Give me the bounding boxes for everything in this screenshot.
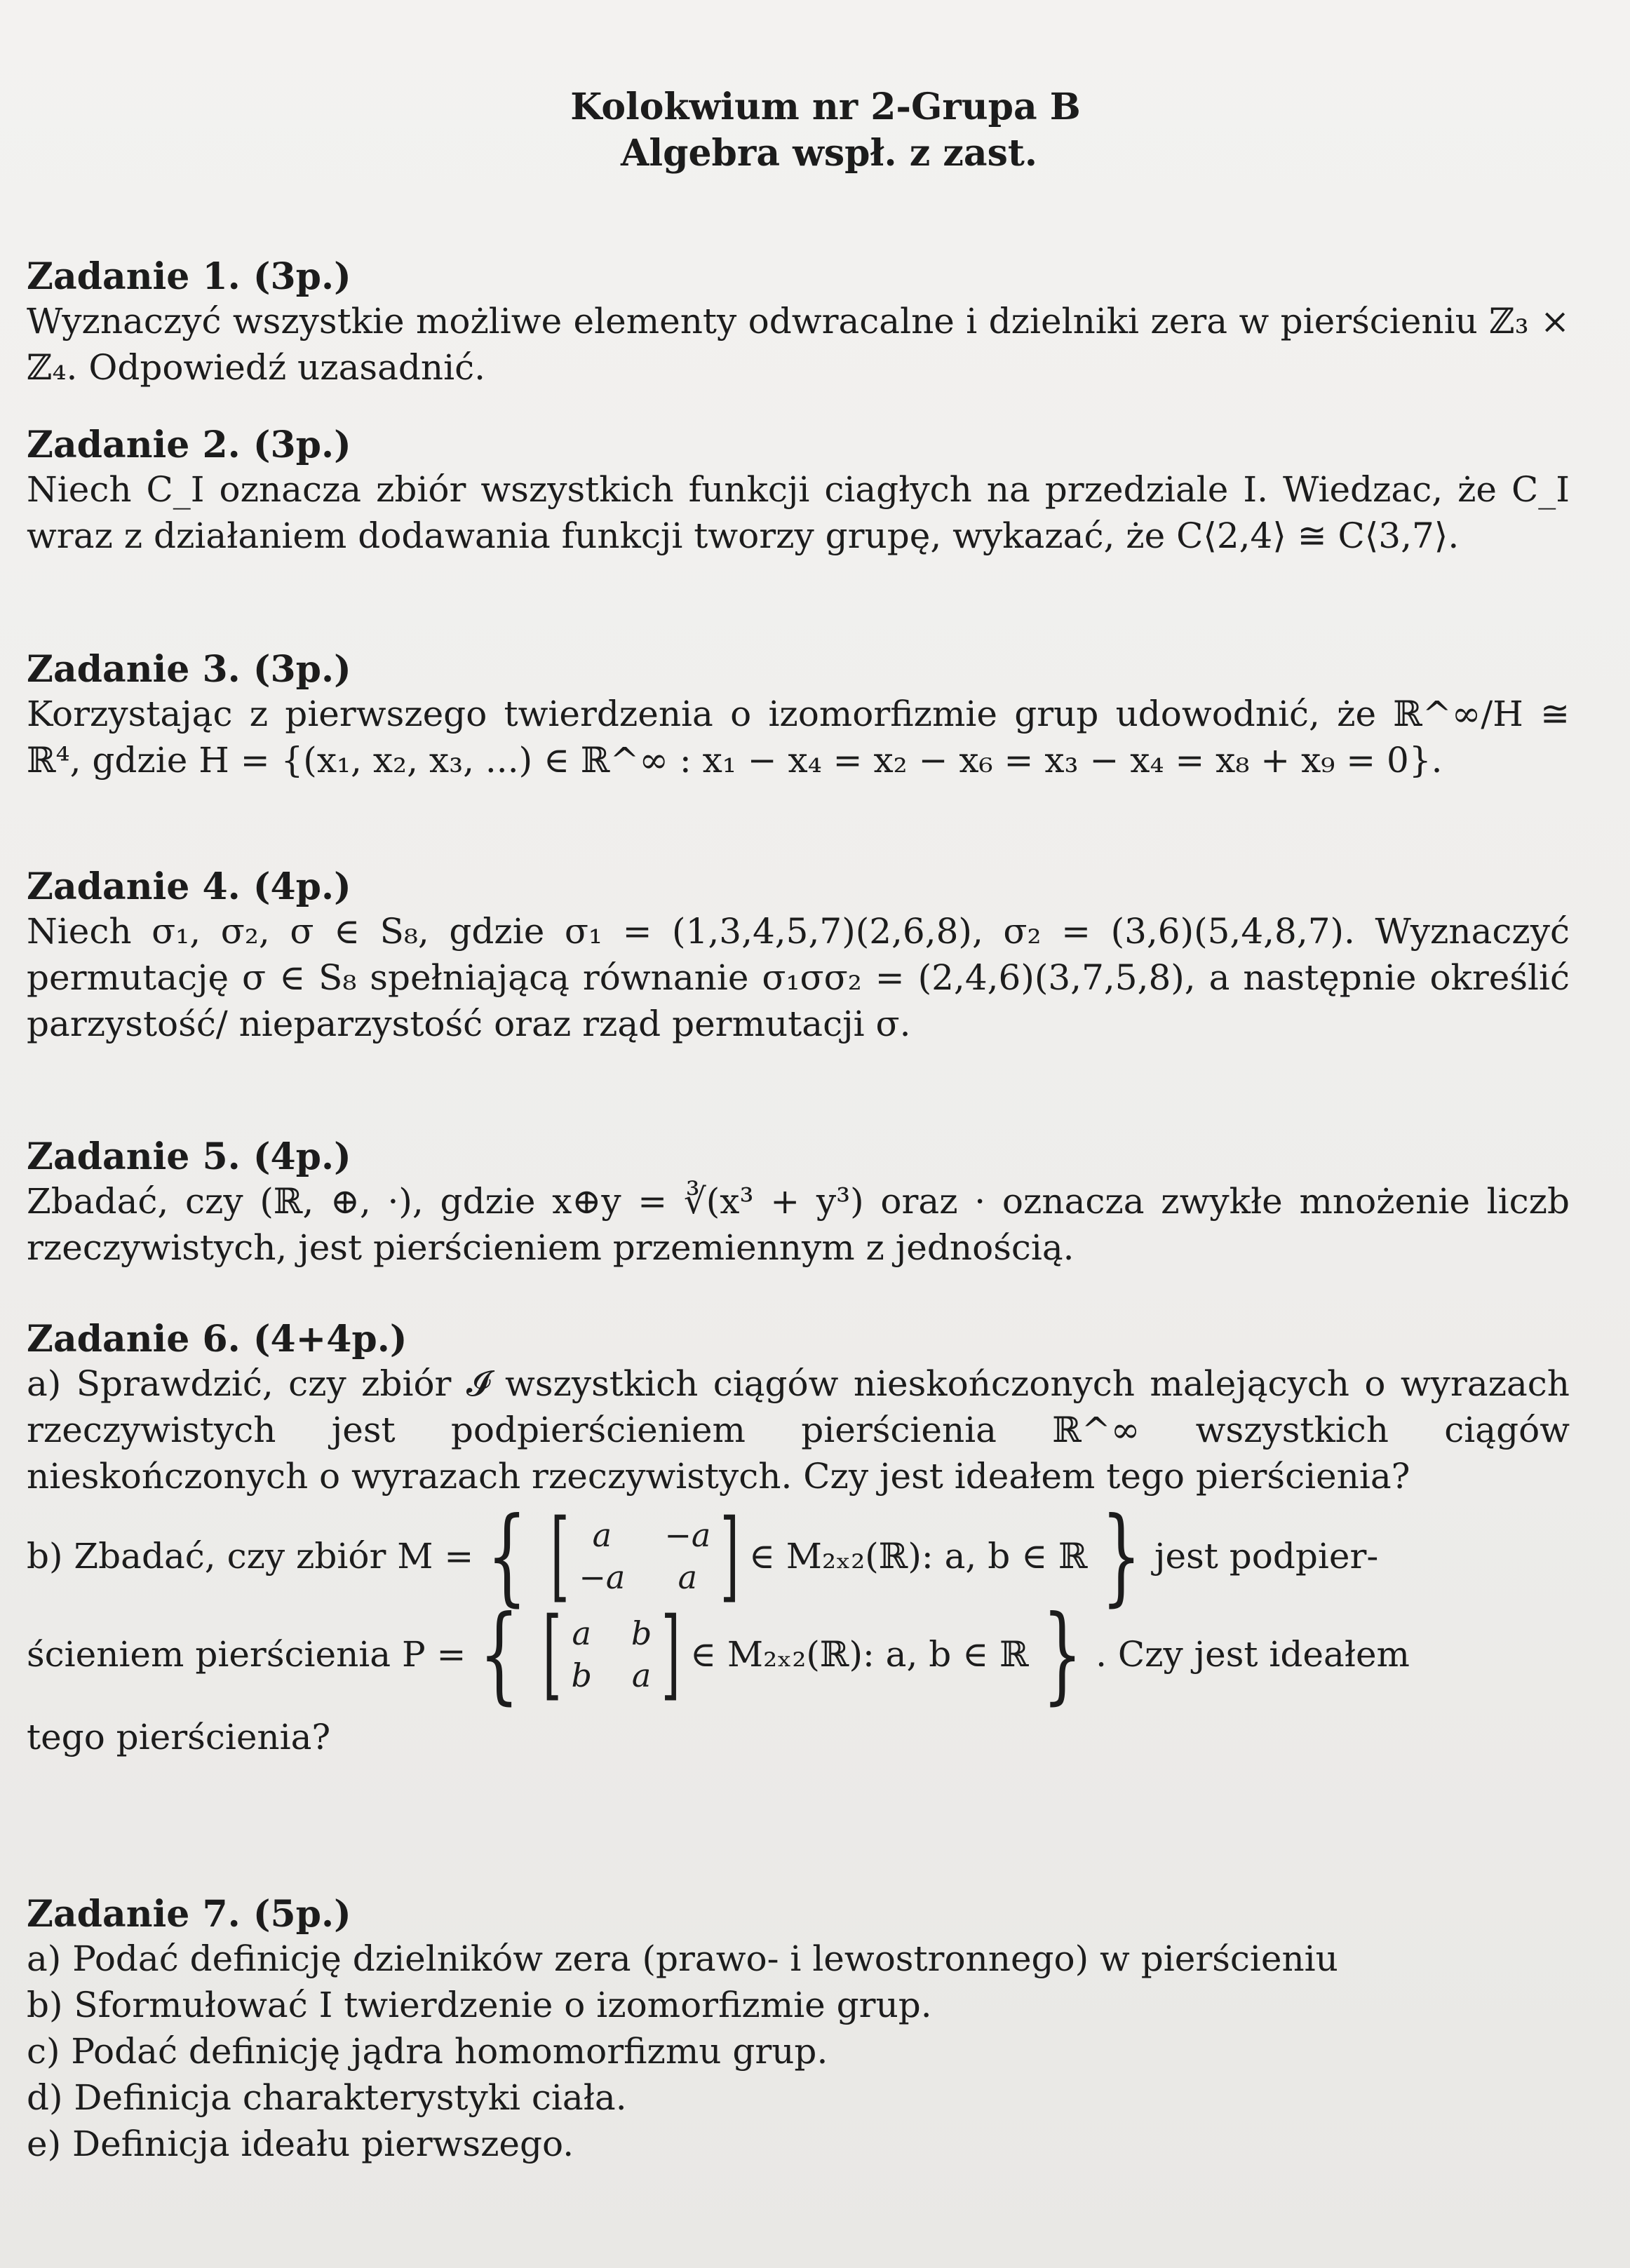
task-7-title: Zadanie 7. (5p.): [27, 1893, 351, 1936]
matrix-m-cell: a: [592, 1516, 612, 1554]
task-7-item: a) Podać definicję dzielników zera (prawo- i lewostronnego) w pierścieniu: [27, 1938, 1338, 1979]
matrix-m: [579, 1516, 710, 1596]
left-bracket: [: [550, 1499, 570, 1613]
task-7-items: [27, 1936, 1570, 2167]
matrix-m-cell: −a: [579, 1558, 626, 1596]
task-7-item: c) Podać definicję jądra homomorfizmu grup.: [27, 2031, 828, 2072]
task-6-title: Zadanie 6. (4+4p.): [27, 1318, 408, 1361]
task-4: [27, 866, 1570, 1047]
right-bracket: ]: [661, 1597, 681, 1711]
task-2-text: Niech C_I oznacza zbiór wszystkich funkcji ciagłych na przedziale I. Wiedzac, że C_I wraz z działaniem dodawania funkcji tworzy grupę, wykazać, że C⟨2,4⟩ ≅ C⟨3,7⟩.: [27, 469, 1570, 556]
matrix-p-cell: b: [571, 1656, 592, 1694]
left-bracket: [: [542, 1597, 562, 1711]
header: [0, 84, 1630, 177]
task-6-b2-prefix: ścieniem pierścienia P =: [27, 1634, 466, 1675]
task-3-title: Zadanie 3. (3p.): [27, 648, 351, 691]
task-4-title: Zadanie 4. (4p.): [27, 865, 351, 908]
task-5-text: Zbadać, czy (ℝ, ⊕, ·), gdzie x⊕y = ∛(x³ + y³) oraz · oznacza zwykłe mnożenie liczb rzeczywistych, jest pierścieniem przemiennym z jednością.: [27, 1181, 1570, 1268]
matrix-p-cell: a: [631, 1656, 652, 1694]
task-6-part-a: a) Sprawdzić, czy zbiór 𝓘 wszystkich ciągów nieskończonych malejących o wyrazach rzeczywistych jest podpierścieniem pierścienia ℝ^∞ wszystkich ciągów nieskończonych o wyrazach rzeczywistych. Czy jest ideałem tego pierścienia?: [27, 1363, 1570, 1497]
task-2: [27, 424, 1570, 559]
exam-title: Kolokwium nr 2-Grupa B: [570, 86, 1081, 128]
task-7-item: b) Sformułować I twierdzenie o izomorfizmie grup.: [27, 1985, 932, 2025]
task-2-title: Zadanie 2. (3p.): [27, 424, 351, 466]
task-1-title: Zadanie 1. (3p.): [27, 255, 351, 298]
matrix-p-cell: b: [631, 1614, 652, 1652]
exam-subtitle: Algebra wspł. z zast.: [621, 132, 1037, 175]
task-6-b2-suffix: . Czy jest ideałem: [1096, 1634, 1410, 1675]
task-1: [27, 256, 1570, 391]
task-5-title: Zadanie 5. (4p.): [27, 1135, 351, 1178]
task-7-item: e) Definicja ideału pierwszego.: [27, 2124, 574, 2164]
task-6-b-set: ∈ M₂ₓ₂(ℝ): a, b ∈ ℝ: [748, 1536, 1088, 1577]
right-brace: }: [1100, 1495, 1141, 1617]
left-brace: {: [487, 1495, 527, 1617]
task-6-b-prefix: b) Zbadać, czy zbiór M =: [27, 1536, 474, 1577]
task-6-part-b-line1: [27, 1495, 1570, 1617]
task-6-b2-set: ∈ M₂ₓ₂(ℝ): a, b ∈ ℝ: [690, 1634, 1029, 1675]
task-1-text: Wyznaczyć wszystkie możliwe elementy odwracalne i dzielniki zera w pierścieniu ℤ₃ × ℤ₄. Odpowiedź uzasadnić.: [27, 301, 1570, 388]
task-6-b-ending: tego pierścienia?: [27, 1717, 331, 1757]
matrix-m-cell: −a: [664, 1516, 711, 1554]
left-brace: {: [479, 1593, 520, 1715]
right-bracket: ]: [720, 1499, 740, 1613]
matrix-p-cell: a: [572, 1614, 591, 1652]
task-6-part-b-line2: [27, 1593, 1570, 1715]
matrix-p: [571, 1614, 652, 1694]
right-brace: }: [1042, 1593, 1083, 1715]
task-7: [27, 1894, 1570, 2167]
matrix-m-cell: a: [678, 1558, 698, 1596]
task-3-text: Korzystając z pierwszego twierdzenia o izomorfizmie grup udowodnić, że ℝ^∞/H ≅ ℝ⁴, gdzie H = {(x₁, x₂, x₃, ...) ∈ ℝ^∞ : x₁ − x₄ = x₂ − x₆ = x₃ − x₄ = x₈ + x₉ = 0}.: [27, 694, 1570, 781]
task-6-b-suffix: jest podpier-: [1154, 1536, 1379, 1577]
task-3: [27, 649, 1570, 783]
task-7-item: d) Definicja charakterystyki ciała.: [27, 2077, 627, 2118]
task-6: [27, 1318, 1570, 1760]
task-5: [27, 1136, 1570, 1271]
task-4-text: Niech σ₁, σ₂, σ ∈ S₈, gdzie σ₁ = (1,3,4,5,7)(2,6,8), σ₂ = (3,6)(5,4,8,7). Wyznaczyć permutację σ ∈ S₈ spełniającą równanie σ₁σσ₂ = (2,4,6)(3,7,5,8), a następnie określić parzystość/ nieparzystość oraz rząd permutacji σ.: [27, 911, 1570, 1044]
